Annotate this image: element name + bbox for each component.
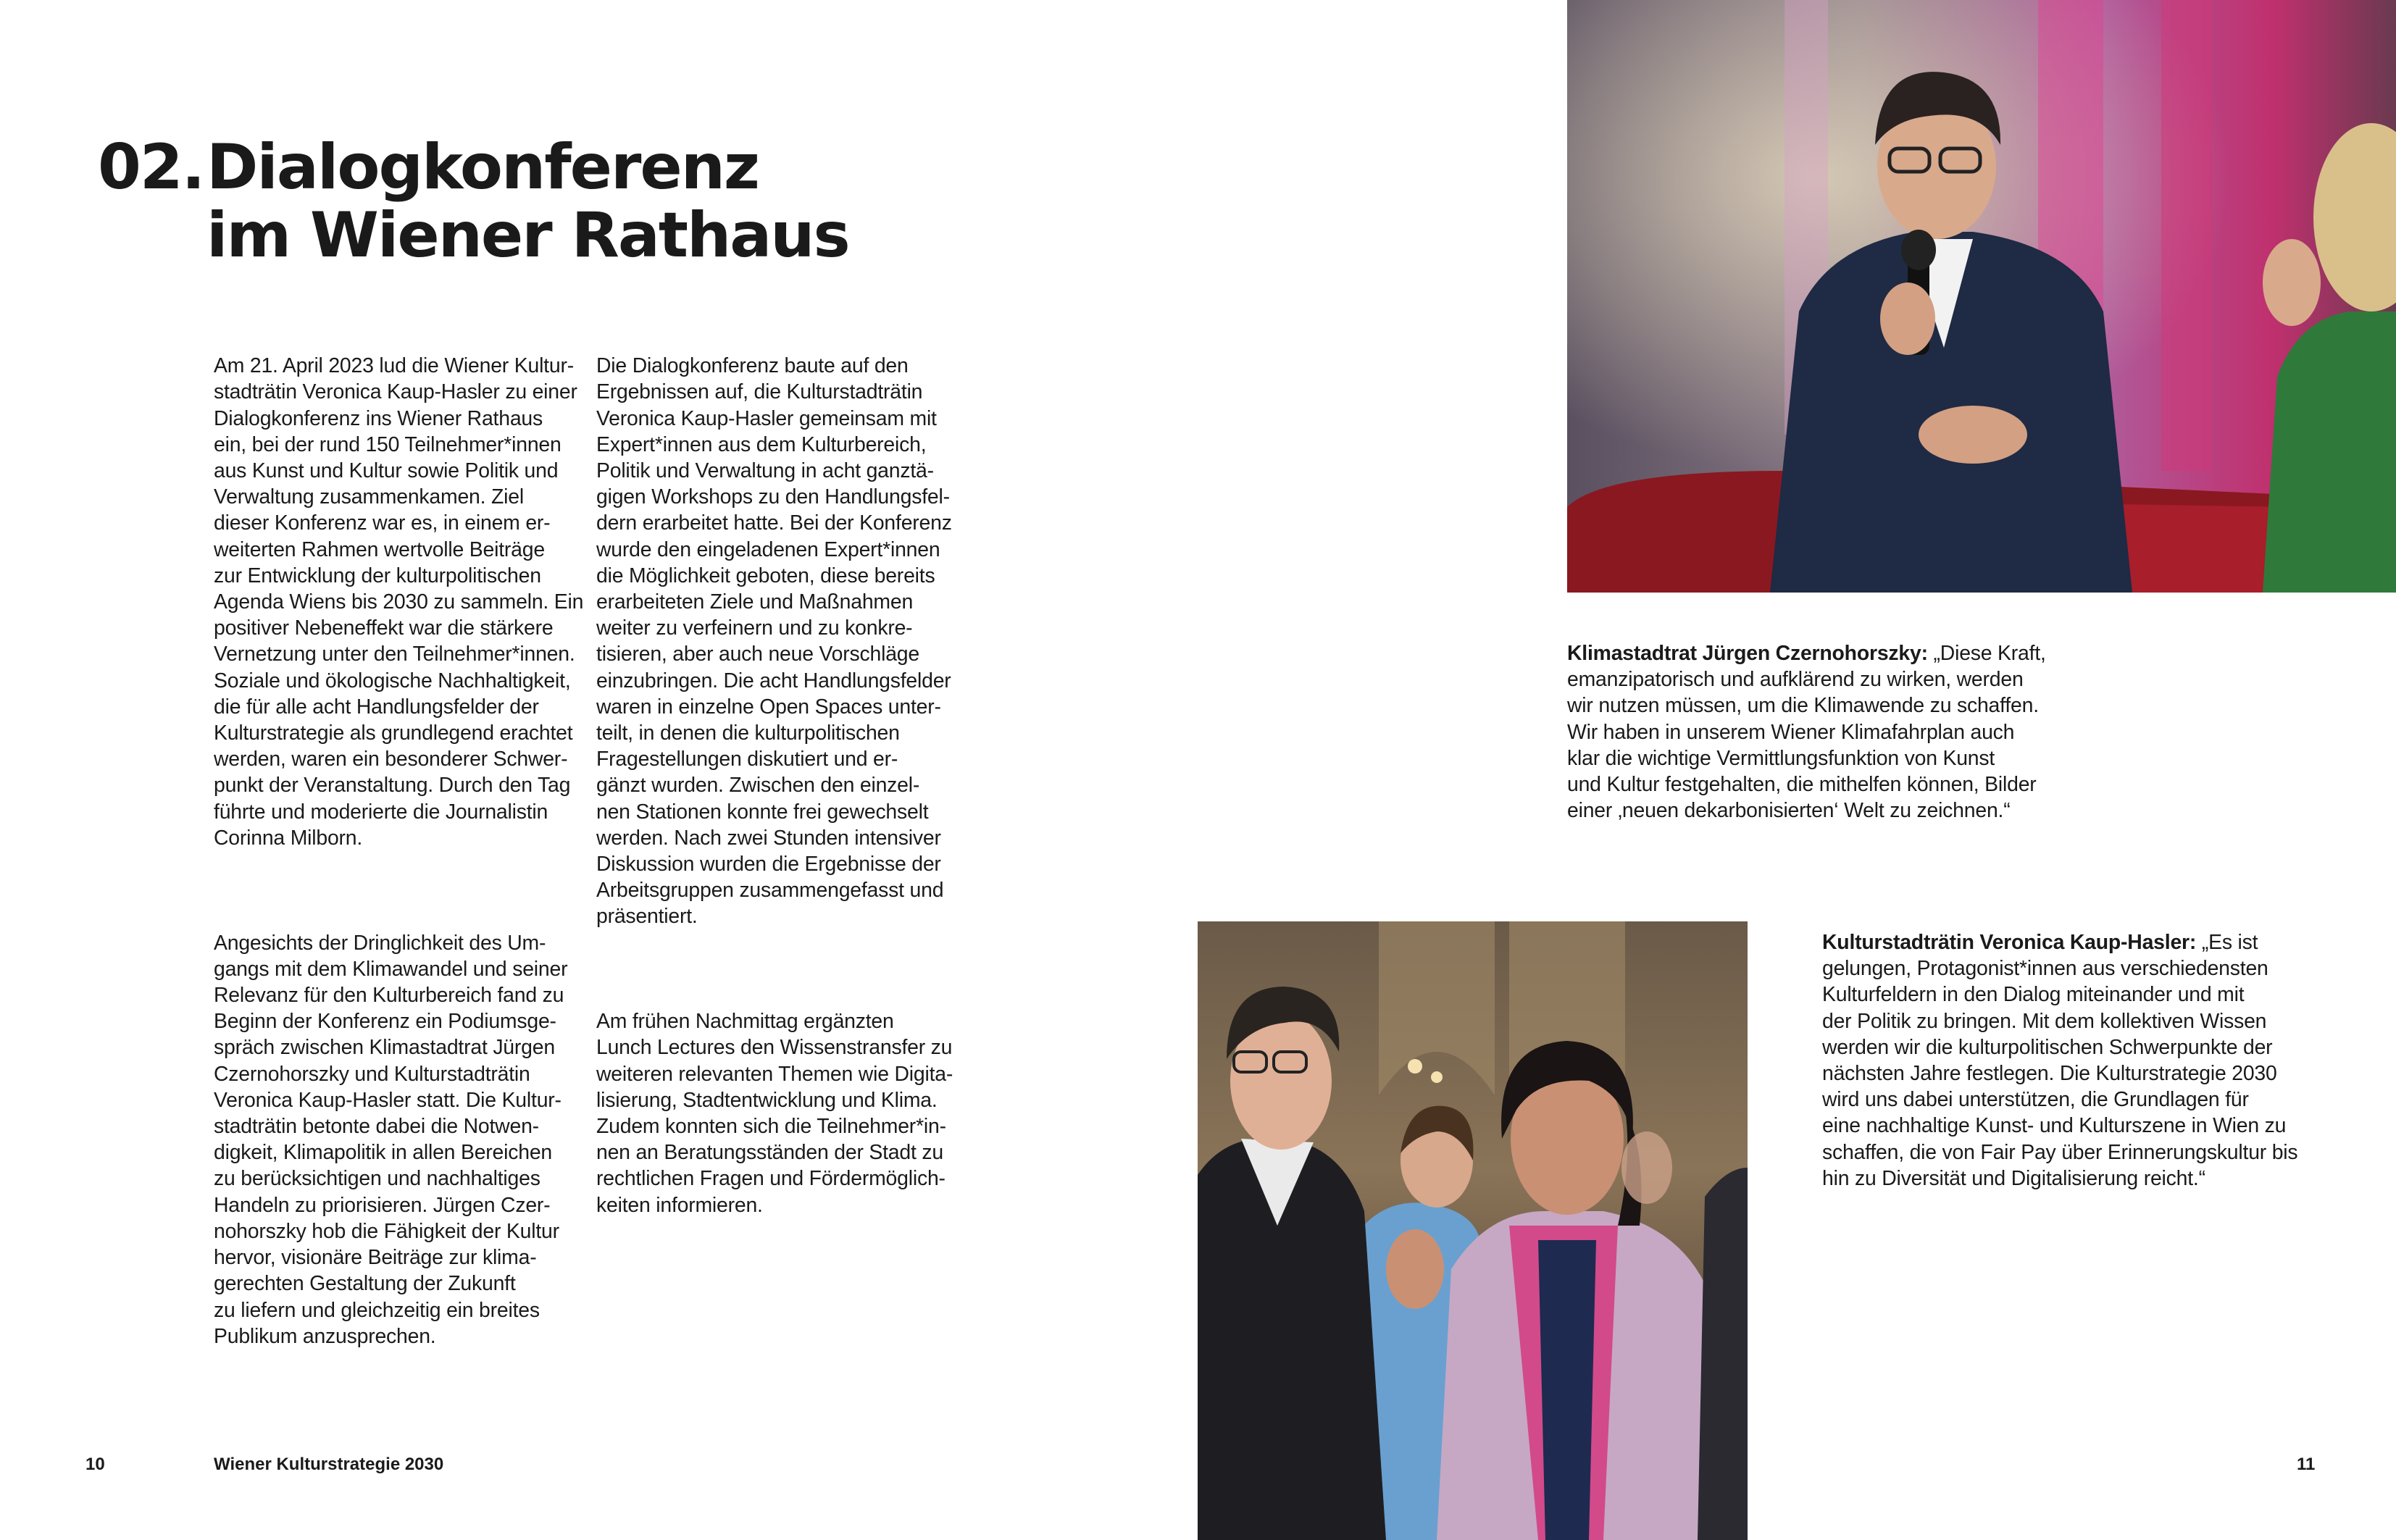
photo-conversation-at-event bbox=[1198, 921, 1748, 1540]
paragraph: Am frühen Nachmittag ergänzten Lunch Lectures den Wissenstransfer zu weiteren relevanten Themen wie Digita- lisierung, Stadtentwicklung und Klima. Zudem konnten sich die Teilnehmer*in- nen an Beratungsständen der Stadt zu rechtlichen Fragen und Fördermöglich- keiten informieren. bbox=[596, 1010, 953, 1217]
paragraph: Am 21. April 2023 lud die Wiener Kultur- stadträtin Veronica Kaup-Hasler zu einer Dialogkonferenz ins Wiener Rathaus ein, bei der rund 150 Teilnehmer*innen aus Kunst und Kultur sowie Politik und Verwaltung zusammenkamen. Ziel dieser Konferenz war es, in einem er- weiterten Rahmen wertvolle Beiträge zur Entwicklung der kulturpolitischen Agenda Wiens bis 2030 zu sammeln. Ein positiver Nebeneffekt war die stärkere Vernetzung unter den Teilnehmer*innen. Soziale und ökologische Nachhaltigkeit, die für alle acht Handlungsfelder der Kulturstrategie als grundlegend erachtet werden, waren ein besonderer Schwer- punkt der Veranstaltung. Durch den Tag führte und moderierte die Journalistin Corinna Milborn. bbox=[214, 354, 584, 850]
page-number-right: 11 bbox=[2297, 1455, 2316, 1474]
paragraph: Die Dialogkonferenz baute auf den Ergebnissen auf, die Kulturstadträtin Veronica Kaup-Hasler gemeinsam mit Expert*innen aus dem Kulturbereich, Politik und Verwaltung in acht ganztä- gigen Workshops zu den Handlungsfel- dern erarbeitet hatte. Bei der Konferenz wurde den eingeladenen Expert*innen die Möglichkeit geboten, diese bereits erarbeiteten Ziele und Maßnahmen weiter zu verfeinern und zu konkre- tisieren, aber auch neue Vorschläge einzubringen. Die acht Handlungsfelder waren in einzelne Open Spaces unter- teilt, in denen die kulturpolitischen Fragestellungen diskutiert und er- gänzt wurden. Zwischen den einzel- nen Stationen konnte frei gewechselt werden. Nach zwei Stunden intensiver Diskussion wurden die Ergebnisse der Arbeitsgruppen zusammengefasst und präsentiert. bbox=[596, 354, 952, 929]
quote-culture-councillor bbox=[1822, 929, 2344, 1192]
page-title-line-2: im Wiener Rathaus bbox=[206, 199, 849, 272]
body-column-right bbox=[596, 327, 973, 1244]
photo-speaker-with-microphone bbox=[1567, 0, 2396, 593]
quote-speaker: Kulturstadträtin Veronica Kaup-Hasler: bbox=[1822, 931, 2197, 954]
quote-speaker: Klimastadtrat Jürgen Czernohorszky: bbox=[1567, 642, 1928, 665]
paragraph: Angesichts der Dringlichkeit des Um- gangs mit dem Klimawandel und seiner Relevanz für den Kulturbereich fand zu Beginn der Konferenz ein Podiumsge- spräch zwischen Klimastadtrat Jürgen Czernohorszky und Kulturstadträtin Veronica Kaup-Hasler statt. Die Kultur- stadträtin betonte dabei die Notwen- digkeit, Klimapolitik in allen Bereichen zu berücksichtigen und nachhaltiges Handeln zu priorisieren. Jürgen Czer- nohorszky hob die Fähigkeit der Kultur hervor, visionäre Beiträge zur klima- gerechten Gestaltung der Zukunft zu liefern und gleichzeitig ein breites Publikum anzusprechen. bbox=[214, 931, 568, 1348]
quote-text: „Diese Kraft, emanzipatorisch und aufklärend zu wirken, werden wir nutzen müssen, um die Klimawende zu schaffen. Wir haben in unserem Wiener Klimafahrplan auch klar die wichtige Vermittlungsfunktion von Kunst und Kultur festgehalten, die mithelfen können, Bilder einer ‚neuen dekarbonisierten‘ Welt zu zeichnen.“ bbox=[1567, 642, 2046, 823]
quote-text: „Es ist gelungen, Protagonist*innen aus verschiedensten Kulturfeldern in den Dialog miteinander und mit der Politik zu bringen. Mit dem kollektiven Wissen werden wir die kulturpolitischen Schwerpunkte der nächsten Jahre festlegen. Die Kulturstrategie 2030 wird uns dabei unterstützen, die Grundlagen für eine nachhaltige Kunst- und Kulturszene in Wien zu schaffen, die von Fair Pay über Erinnerungskultur bis hin zu Diversität und Digitalisierung reicht.“ bbox=[1822, 931, 2298, 1190]
page-title-line-1: Dialogkonferenz bbox=[206, 131, 759, 204]
page-number-left: 10 bbox=[85, 1455, 105, 1474]
section-number: 02. bbox=[98, 131, 204, 204]
publication-title: Wiener Kulturstrategie 2030 bbox=[214, 1455, 444, 1474]
quote-climate-councillor bbox=[1567, 640, 2089, 824]
body-column-left bbox=[214, 327, 590, 1376]
